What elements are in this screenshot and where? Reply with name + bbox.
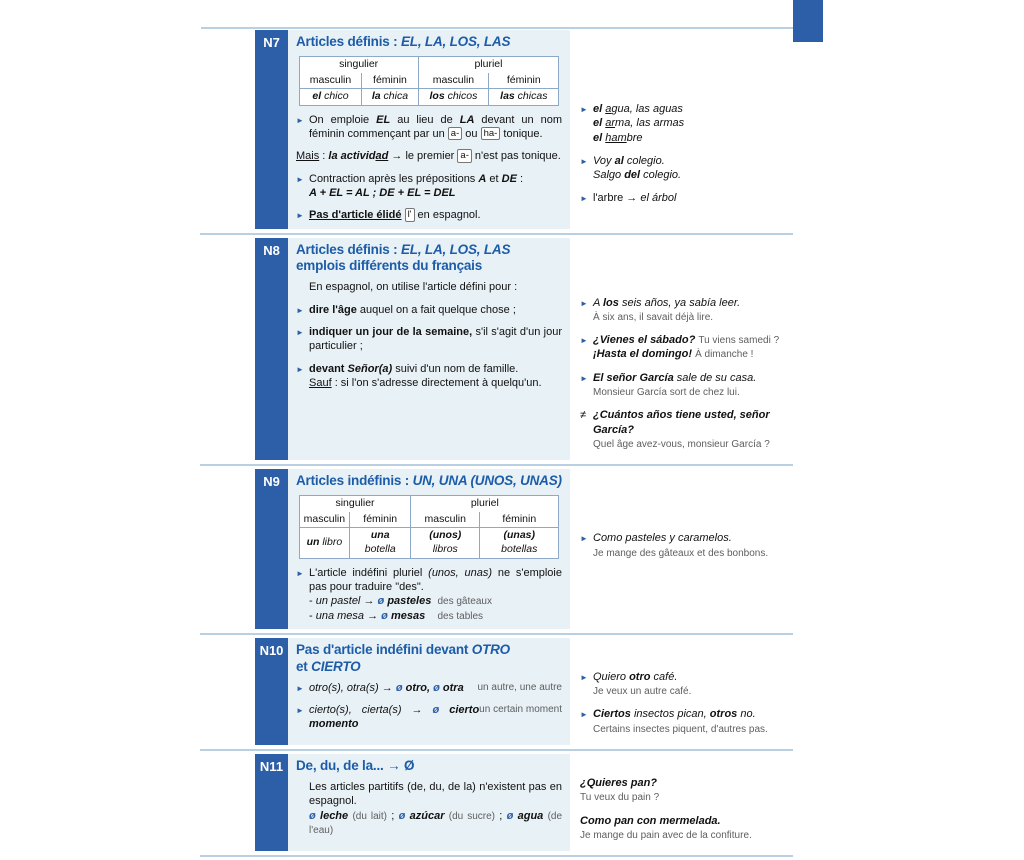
bullet-arrow-icon: ► [580, 194, 588, 204]
example-item [580, 154, 793, 183]
example-item [580, 814, 793, 843]
section-number-tab [255, 238, 288, 461]
section-title: Articles définis : EL, LA, LOS, LAS [296, 34, 511, 49]
table-column-header: masculin [411, 512, 480, 528]
bullet-arrow-icon: ► [296, 305, 304, 315]
example-text: Como pan con mermelada. Je mange du pain avec de la confiture. [580, 814, 752, 841]
rule-text: Pas d'article élidé l' en espagnol. [309, 209, 481, 222]
section-rules [296, 566, 562, 623]
section-content-panel [288, 238, 570, 461]
section-content-panel [288, 30, 570, 229]
bullet-arrow-icon: ► [580, 373, 588, 383]
table-group-header: singulier [299, 56, 418, 72]
bullet-arrow-icon: ► [580, 710, 588, 720]
section-number-tab [255, 754, 288, 851]
example-text: Como pasteles y caramelos. Je mange des gâteaux et des bonbons. [593, 532, 769, 559]
page-corner-marker [793, 0, 823, 42]
bullet-arrow-icon: ► [296, 115, 304, 125]
section-examples [570, 638, 793, 745]
bullet-arrow-icon: ► [580, 156, 588, 166]
bullet-arrow-icon: ► [296, 327, 304, 337]
bullet-arrow-icon: ► [296, 211, 304, 221]
bullet-arrow-icon: ► [580, 298, 588, 308]
rule-item [296, 303, 562, 317]
rule-text: un certain moment cierto(s), cierta(s) → ø cierto momento [309, 703, 562, 731]
grammar-section [200, 638, 793, 745]
section-rules [296, 681, 562, 732]
bullet-spacer [296, 280, 309, 294]
gender-number-table [299, 56, 560, 106]
gender-number-table [299, 495, 560, 559]
section-examples [570, 754, 793, 851]
example-item [580, 333, 793, 362]
section-number: N10 [259, 642, 284, 658]
bullet-arrow-icon: ► [580, 105, 588, 114]
section-title: Articles définis : EL, LA, LOS, LAS emplois différents du français [296, 241, 511, 274]
section-examples [570, 30, 793, 229]
section-number-tab [255, 638, 288, 745]
rule-text: dire l'âge auquel on a fait quelque chose ; [309, 303, 516, 316]
section-number: N9 [263, 474, 280, 490]
example-item [580, 776, 793, 805]
rule-text: Contraction après les prépositions A et DE : A + EL = AL ; DE + EL = DEL [309, 172, 524, 199]
rule-text: indiquer un jour de la semaine, s'il s'agit d'un jour particulier ; [309, 325, 562, 353]
example-text: ¿Cuántos años tiene usted, señor García? Quel âge avez-vous, monsieur García ? [593, 409, 770, 450]
example-text: ¿Quieres pan? Tu veux du pain ? [580, 777, 660, 804]
table-cell: (unos) libros [411, 528, 480, 558]
table-cell: un libro [299, 528, 349, 558]
table-group-header: singulier [299, 496, 411, 512]
example-text: el agua, las aguas el arma, las armas el hambre [593, 103, 685, 144]
example-text: l'arbre → el árbol [593, 192, 677, 205]
table-column-header: féminin [362, 73, 418, 89]
section-title: Pas d'article indéfini devant OTRO et CIERTO [296, 641, 510, 674]
table-cell: (unas) botellas [480, 528, 559, 558]
rule-item [296, 362, 562, 391]
bullet-arrow-icon: ► [296, 568, 304, 578]
section-separator [200, 464, 793, 466]
example-text: Voy al colegio. Salgo del colegio. [593, 154, 682, 182]
example-text: ¿Vienes el sábado? Tu viens samedi ? ¡Hasta el domingo! À dimanche ! [593, 334, 780, 361]
rule-item [296, 566, 562, 623]
bullet-arrow-icon: ► [296, 174, 304, 184]
not-equal-marker: ≠ [580, 409, 587, 422]
bullet-arrow-icon: ► [296, 683, 304, 693]
section-separator [200, 855, 793, 857]
example-item [580, 531, 793, 560]
table-group-header: pluriel [418, 56, 559, 72]
rule-item [296, 172, 562, 201]
section-table-slot [296, 56, 562, 106]
bullet-arrow-icon: ► [296, 364, 304, 374]
table-column-header: féminin [480, 512, 559, 528]
example-text: El señor García sale de su casa. Monsieur García sort de chez lui. [593, 371, 757, 399]
table-column-header: féminin [350, 512, 411, 528]
rule-item [296, 703, 562, 732]
rule-item [296, 681, 562, 695]
section-number: N11 [259, 759, 284, 775]
example-item [580, 191, 793, 205]
section-examples [570, 238, 793, 461]
rule-item [296, 149, 562, 163]
section-content-panel [288, 469, 570, 629]
section-separator [200, 749, 793, 751]
example-text: A los seis años, ya sabía leer. À six ans, il savait déjà lire. [593, 296, 741, 323]
table-column-header: masculin [299, 73, 362, 89]
table-column-header: féminin [489, 73, 559, 89]
section-separator [200, 233, 793, 235]
table-column-header: masculin [299, 512, 349, 528]
rule-text: Les articles partitifs (de, du, de la) n'existent pas en espagnol. ø leche (du lait) ; ø azúcar (du sucre) ; ø agua (de l'eau) [309, 780, 563, 836]
table-cell: la chica [362, 89, 418, 106]
example-item [580, 707, 793, 736]
section-separator [200, 633, 793, 635]
grammar-section [200, 238, 793, 461]
section-number: N7 [263, 35, 280, 50]
section-title: Articles indéfinis : UN, UNA (UNOS, UNAS) [296, 473, 562, 489]
bullet-arrow-icon: ► [296, 705, 304, 715]
table-group-header: pluriel [411, 496, 559, 512]
grammar-section [200, 754, 793, 851]
rule-item [296, 780, 562, 837]
section-title: De, du, de la... → Ø [296, 758, 415, 774]
rule-text: En espagnol, on utilise l'article défini pour : [309, 281, 518, 294]
table-cell: los chicos [418, 89, 489, 106]
section-table-slot [296, 495, 562, 559]
table-column-header: masculin [418, 73, 489, 89]
section-number-tab [255, 469, 288, 629]
rule-text: L'article indéfini pluriel (unos, unas) ne s'emploie pas pour traduire "des". - un pastel → ø pasteles des gâteaux - una mesa → ø mesas des tables [309, 566, 562, 622]
table-cell: una botella [350, 528, 411, 558]
bullet-arrow-icon: ► [580, 672, 588, 682]
example-text: Ciertos insectos pican, otros no. Certains insectes piquent, d'autres pas. [593, 708, 768, 735]
example-item [580, 296, 793, 325]
table-cell: las chicas [489, 89, 559, 106]
section-rules [296, 113, 562, 223]
section-number: N8 [263, 242, 280, 258]
rule-item [296, 113, 562, 142]
bullet-spacer [296, 780, 309, 837]
section-examples [570, 469, 793, 629]
sections-container [200, 30, 793, 860]
top-rule [201, 27, 793, 29]
rule-item [296, 208, 562, 222]
bullet-arrow-icon: ► [580, 336, 588, 346]
rule-item [296, 325, 562, 354]
section-rules [296, 780, 562, 837]
grammar-section [200, 469, 793, 629]
section-rules [296, 280, 562, 390]
rule-text: un autre, une autre otro(s), otra(s) → ø otro, ø otra [309, 681, 562, 694]
example-text: Quiero otro café. Je veux un autre café. [593, 670, 692, 698]
grammar-section [200, 30, 793, 229]
example-item [580, 371, 793, 400]
bullet-arrow-icon: ► [580, 534, 588, 544]
section-content-panel [288, 754, 570, 851]
rule-text: Mais : la actividad → le premier a- n'est pas tonique. [296, 150, 561, 163]
rule-item [296, 280, 562, 294]
table-cell: el chico [299, 89, 362, 106]
section-number-tab [255, 30, 288, 229]
rule-text: devant Señor(a) suivi d'un nom de famille. Sauf : si l'on s'adresse directement à quelqu'un. [309, 362, 542, 389]
example-item [580, 670, 793, 699]
rule-text: On emploie EL au lieu de LA devant un nom féminin commençant par un a- ou ha- tonique. [309, 113, 562, 141]
example-item [580, 102, 793, 145]
section-content-panel [288, 638, 570, 745]
example-item [580, 408, 793, 451]
